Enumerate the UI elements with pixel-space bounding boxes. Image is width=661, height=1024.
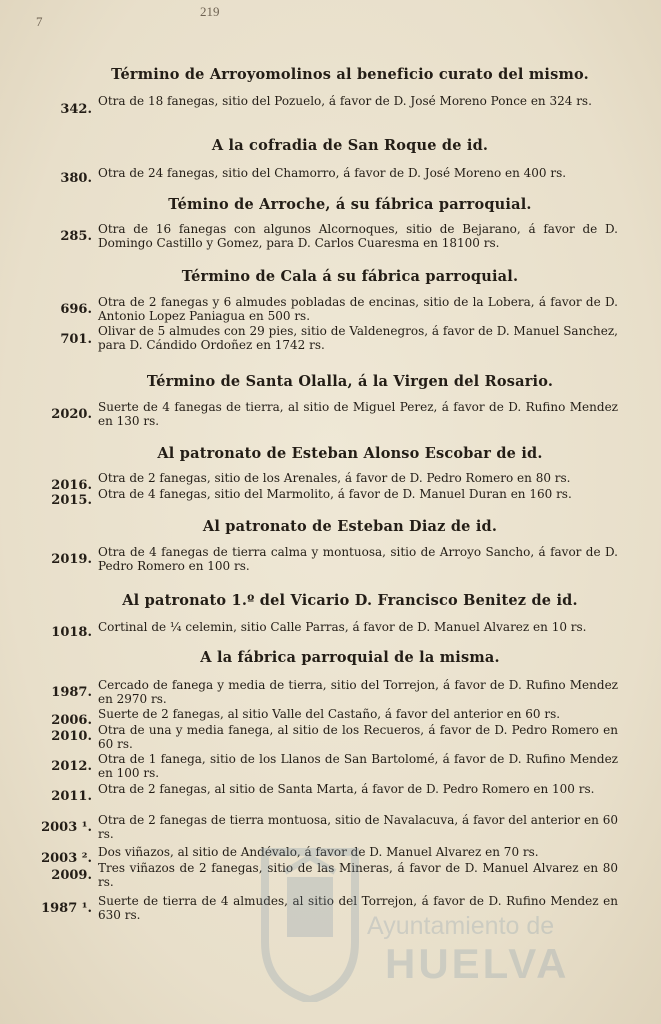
entry-text: Suerte de 2 fanegas, al sitio Valle del Castaño, á favor del anterior en 60 rs. bbox=[98, 707, 561, 721]
section-heading: Témino de Arroche, á su fábrica parroquial. bbox=[168, 196, 532, 213]
section-heading: Término de Arroyomolinos al beneficio curato del mismo. bbox=[111, 66, 589, 83]
entry-text: Otra de 1 fanega, sitio de los Llanos de San Bartolomé, á favor de D. Rufino Mendez en 100 rs. bbox=[98, 752, 618, 780]
entry-text: Cortinal de ¼ celemin, sitio Calle Parras, á favor de D. Manuel Alvarez en 10 rs. bbox=[98, 620, 587, 634]
entry-number: 696. bbox=[60, 302, 92, 317]
entry-number: 342. bbox=[60, 102, 92, 117]
coat-of-arms-icon bbox=[255, 842, 365, 1002]
corner-mark-left: 7 bbox=[36, 14, 43, 29]
watermark-line-1: Ayuntamiento de bbox=[367, 912, 555, 940]
entry-text: Otra de una y media fanega, al sitio de los Recueros, á favor de D. Pedro Romero en 60 rs. bbox=[98, 723, 618, 751]
entry-text: Otra de 2 fanegas y 6 almudes pobladas de encinas, sitio de la Lobera, á favor de D. Antonio Lopez Paniagua en 500 rs. bbox=[98, 295, 618, 323]
entry-text: Tres viñazos de 2 fanegas, sitio de las Mineras, á favor de D. Manuel Alvarez en 80 rs. bbox=[98, 861, 618, 889]
entry-number: 380. bbox=[60, 171, 92, 186]
section-heading: Al patronato 1.º del Vicario D. Francisco Benitez de id. bbox=[122, 592, 578, 609]
section-heading: Término de Cala á su fábrica parroquial. bbox=[181, 268, 519, 285]
entry-number: 2011. bbox=[51, 789, 92, 804]
corner-mark-page-number: 219 bbox=[200, 4, 220, 19]
archive-watermark bbox=[255, 832, 655, 1012]
entry-number: 285. bbox=[60, 229, 92, 244]
entry-text: Olivar de 5 almudes con 29 pies, sitio de Valdenegros, á favor de D. Manuel Sanchez, para D. Cándido Ordoñez en 1742 rs. bbox=[98, 324, 618, 352]
entry-text: Suerte de tierra de 4 almudes, al sitio del Torrejon, á favor de D. Rufino Mendez en 630 rs. bbox=[98, 894, 618, 922]
entry-number: 2009. bbox=[51, 868, 92, 883]
entry-number: 2003 ¹. bbox=[41, 820, 92, 835]
entry-text: Otra de 24 fanegas, sitio del Chamorro, á favor de D. José Moreno en 400 rs. bbox=[98, 166, 567, 180]
entry-number: 2020. bbox=[51, 407, 92, 422]
entry-text: Cercado de fanega y media de tierra, sitio del Torrejon, á favor de D. Rufino Mendez en 2970 rs. bbox=[98, 678, 618, 706]
entry-number: 1018. bbox=[51, 625, 92, 640]
entry-text: Otra de 4 fanegas, sitio del Marmolito, á favor de D. Manuel Duran en 160 rs. bbox=[98, 487, 572, 501]
entry-text: Otra de 2 fanegas de tierra montuosa, sitio de Navalacuva, á favor del anterior en 60 rs. bbox=[98, 813, 618, 841]
entry-text: Dos viñazos, al sitio de Andévalo, á favor de D. Manuel Alvarez en 70 rs. bbox=[98, 845, 539, 859]
entry-number: 1987. bbox=[51, 685, 92, 700]
entry-text: Otra de 2 fanegas, sitio de los Arenales, á favor de D. Pedro Romero en 80 rs. bbox=[98, 471, 571, 485]
entry-number: 2019. bbox=[51, 552, 92, 567]
entry-number: 2016. bbox=[51, 478, 92, 493]
entry-number: 2003 ². bbox=[41, 851, 92, 866]
entry-text: Otra de 16 fanegas con algunos Alcornoques, sitio de Bejarano, á favor de D. Domingo Castillo y Gomez, para D. Carlos Cuaresma en 18100 rs. bbox=[98, 222, 618, 250]
section-heading: Término de Santa Olalla, á la Virgen del Rosario. bbox=[146, 373, 554, 390]
entry-number: 2010. bbox=[51, 729, 92, 744]
section-heading: A la fábrica parroquial de la misma. bbox=[200, 649, 500, 666]
entry-number: 2012. bbox=[51, 759, 92, 774]
entry-number: 2006. bbox=[51, 713, 92, 728]
entry-number: 1987 ¹. bbox=[41, 901, 92, 916]
watermark-line-2: HUELVA bbox=[385, 940, 570, 987]
section-heading: Al patronato de Esteban Diaz de id. bbox=[202, 518, 498, 535]
entry-number: 701. bbox=[60, 332, 92, 347]
section-heading: A la cofradia de San Roque de id. bbox=[211, 137, 489, 154]
entry-text: Suerte de 4 fanegas de tierra, al sitio de Miguel Perez, á favor de D. Rufino Mendez en 130 rs. bbox=[98, 400, 618, 428]
entry-text: Otra de 2 fanegas, al sitio de Santa Marta, á favor de D. Pedro Romero en 100 rs. bbox=[98, 782, 595, 796]
section-heading: Al patronato de Esteban Alonso Escobar de id. bbox=[157, 445, 543, 462]
entry-number: 2015. bbox=[51, 493, 92, 508]
entry-text: Otra de 4 fanegas de tierra calma y montuosa, sitio de Arroyo Sancho, á favor de D. Pedro Romero en 100 rs. bbox=[98, 545, 618, 573]
entry-text: Otra de 18 fanegas, sitio del Pozuelo, á favor de D. José Moreno Ponce en 324 rs. bbox=[98, 94, 592, 108]
